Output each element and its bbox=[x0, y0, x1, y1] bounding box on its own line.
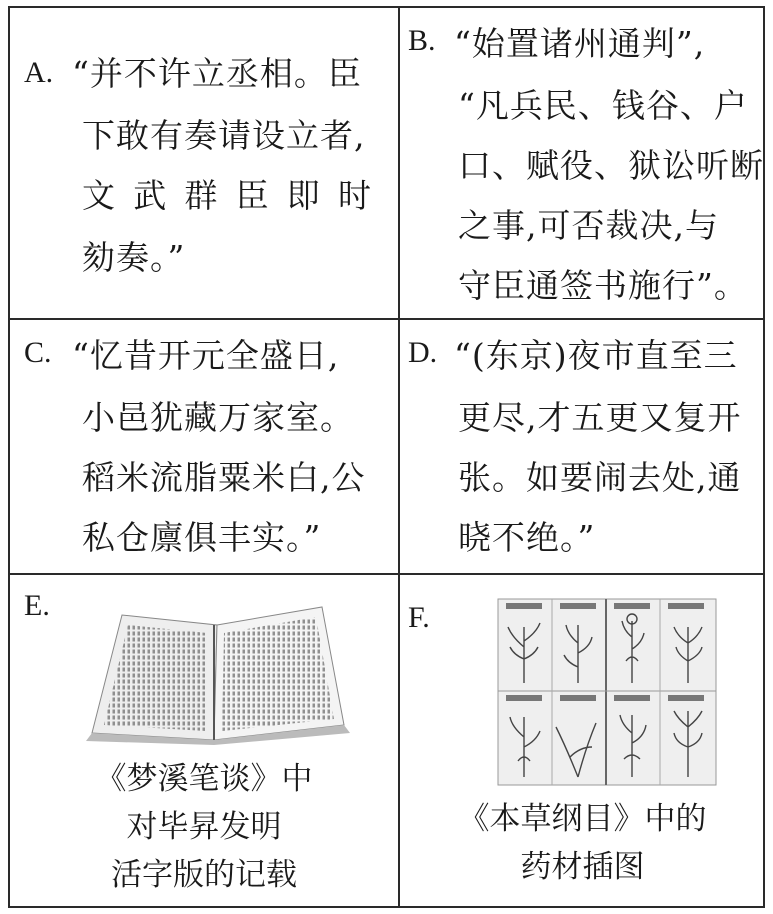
cell-c-line-3: 稻米流脂粟米白,公 bbox=[82, 458, 366, 497]
cell-b-line-5: 守臣通签书施行”。 bbox=[458, 266, 748, 305]
options-table bbox=[8, 6, 765, 908]
option-letter-e: E. bbox=[24, 589, 50, 622]
caption-e-line-3: 活字版的记载 bbox=[111, 857, 297, 893]
cell-a-line-3: 文武群臣即时 bbox=[82, 176, 372, 215]
cell-d-line-4: 晓不绝。” bbox=[458, 518, 596, 557]
cell-e bbox=[10, 575, 398, 906]
cell-d-line-3: 张。如要闹去处,通 bbox=[458, 458, 742, 497]
cell-c-line-2: 小邑犹藏万家室。 bbox=[82, 398, 354, 437]
cell-d bbox=[400, 320, 765, 573]
option-letter-f: F. bbox=[408, 601, 430, 634]
caption-f-line-1: 《本草纲目》中的 bbox=[458, 801, 707, 837]
cell-a-line-2: 下敢有奏请设立者, bbox=[82, 116, 366, 155]
caption-e-line-1: 《梦溪笔谈》中 bbox=[95, 761, 313, 797]
cell-b-line-3: 口、赋役、狱讼听断 bbox=[458, 146, 764, 185]
cell-f bbox=[400, 575, 765, 906]
cell-d-line-1: “(东京)夜市直至三 bbox=[454, 336, 738, 375]
cell-c bbox=[10, 320, 398, 573]
cell-c-line-1: “忆昔开元全盛日, bbox=[72, 336, 340, 375]
cell-b bbox=[400, 8, 765, 318]
caption-e-line-2: 对毕昇发明 bbox=[126, 809, 282, 845]
cell-b-line-4: 之事,可否裁决,与 bbox=[458, 206, 719, 245]
open-book-text-icon bbox=[82, 595, 352, 745]
cell-a bbox=[10, 8, 398, 318]
option-letter-a: A. bbox=[24, 56, 54, 89]
cell-a-line-4: 劾奏。” bbox=[82, 238, 186, 277]
cell-b-line-1: “始置诸州通判”, bbox=[454, 24, 706, 63]
herbal-illustration-icon bbox=[496, 597, 718, 787]
option-letter-c: C. bbox=[24, 336, 52, 369]
cell-c-line-4: 私仓廪俱丰实。” bbox=[82, 518, 322, 557]
caption-f-line-2: 药材插图 bbox=[520, 849, 645, 885]
option-letter-d: D. bbox=[408, 336, 438, 369]
cell-d-line-2: 更尽,才五更又复开 bbox=[458, 398, 742, 437]
option-letter-b: B. bbox=[408, 24, 436, 57]
cell-b-line-2: “凡兵民、钱谷、户 bbox=[458, 86, 748, 125]
cell-a-line-1: “并不许立丞相。臣 bbox=[72, 54, 362, 93]
